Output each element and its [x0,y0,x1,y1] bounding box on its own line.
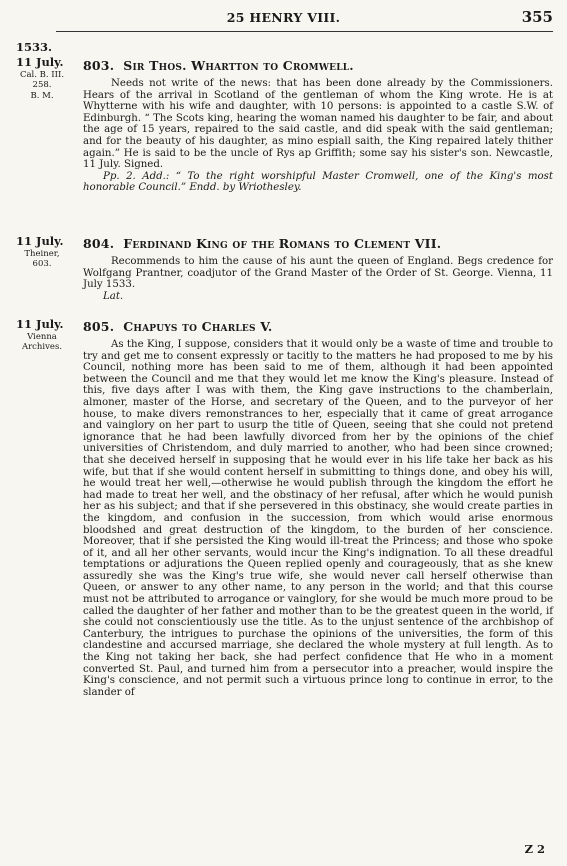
entry-note: Pp. 2. Add.: “ To the right worshipful Master Cromwell, one of the King's most honorable Council.” Endd. by Wriothesley. [83,170,553,194]
running-title: 25 HENRY VIII. [226,10,341,25]
entry-date: 11 July. [16,55,64,69]
entry-text: As the King, I suppose, considers that it would only be a waste of time and trouble to try and get me to consent expressly or tacitly to the matters he had proposed to me by his Council, nothing more has been said to me of them, although it had been appointed between the Council and me that they would let me know the King's pleasure. Instead of this, five days after I was with them, the King gave instructions to the chamberlain, almoner, master of the Horse, and secretary of the Queen, and to the purveyor of her house, to make divers remonstrances to her, especially that it came of great arrogance and vainglory on her part to usurp the title of Queen, seeing that she could not pretend ignorance that he had been lawfully divorced from her by the opinions of the chief universities of Christendom, and duly married to another, who had been since crowned; that she deceived herself in supposing that he would ever in his life take her back as his wife, but that if she would content herself in submitting to things done, and obey his will, he would treat her well,—otherwise he would publish through the kingdom the effort he had made to treat her well, and the obstinacy of her refusal, after which he would punish her as his subject; and that if she persevered in this obstinacy, she would create parties in the kingdom, and confusion in the succession, from which would arise enormous bloodshed and great destruction of the kingdom, to the burden of her conscience. Moreover, that if she persisted the King would ill-treat the Princess; and those who spoke of it, and all her other servants, would incur the King's indignation. To all these dreadful temptations or adjurations the Queen replied openly and courageously, that as she knew assuredly she was the King's true wife, she would never call herself otherwise than Queen, or answer to any other name, to any person in the world; and that this course must not be attributed to arrogance or vainglory, for she would be much more proud to be called the daughter of her father and mother than to be the greatest queen in the world, if she could not conscientiously use the title. As to the unjust sentence of the archbishop of Canterbury, the intrigues to purchase the opinions of the universities, the form of this clandestine and accursed marriage, she declared the whole mystery at full length. As to the King not taking her back, she had perfect confidence that He who in a moment converted St. Paul, and turned him from a persecutor into a preacher, would inspire the King's conscience, and not permit such a virtuous prince long to continue in error, to the slander of [83,339,553,698]
entry-number: 804. [83,236,115,251]
entry-heading: Sir Thos. Whartton to Cromwell. [123,58,354,73]
entry-number: 805. [83,319,115,334]
entry-margin [16,57,76,101]
entry-note: Lat. [103,290,124,302]
page-number: 355 [521,8,553,26]
entry-body [83,339,553,698]
entry-ref: Theiner, 603. [24,248,60,269]
header-rule [56,31,553,32]
entry-heading: Ferdinand King of the Romans to Clement VII. [123,236,442,251]
entry-ref: B. M. [30,90,54,101]
entry-body [83,78,553,194]
entry-text: Recommends to him the cause of his aunt the queen of England. Begs credence for Wolfgang Prantner, coadjutor of the Grand Master of the Order of St. George. Vienna, 11 July 1533. [83,256,553,291]
year-heading: 1533. [16,40,53,54]
entry-title [83,236,553,252]
entry-date: 11 July. [16,234,64,248]
entry-number: 803. [83,58,115,73]
entry-ref: Archives. [21,342,63,352]
entry-date: 11 July. [16,317,64,331]
running-header [0,10,567,30]
entry-body [83,256,553,302]
entry-margin [16,236,76,270]
signature-mark: Z 2 [524,842,545,856]
entry-ref: Cal. B. III. 258. [19,69,65,90]
entry-ref: Vienna [27,331,57,342]
entry-title [83,58,553,74]
entry-title [83,319,553,335]
entry-heading: Chapuys to Charles V. [123,319,273,334]
entry-margin [16,319,76,353]
entry-text: Needs not write of the news: that has been done already by the Commissioners. Hears of the arrival in Scotland of the gentleman of whom the King wrote. He is at Whytterne with his wife and daughter, with 10 persons: is appointed to a castle S.W. of Edinburgh. “ The Scots king, hearing the woman named his daughter to be fair, and about the age of 15 years, repaired to the said castle, and did speak with the said gentleman; and for the beauty of his daughter, as mino espiall saith, the King repaired lately thither again.” He is said to be the uncle of Rys ap Griffith; some say his sister's son. Newcastle, 11 July. Signed. [83,78,553,171]
